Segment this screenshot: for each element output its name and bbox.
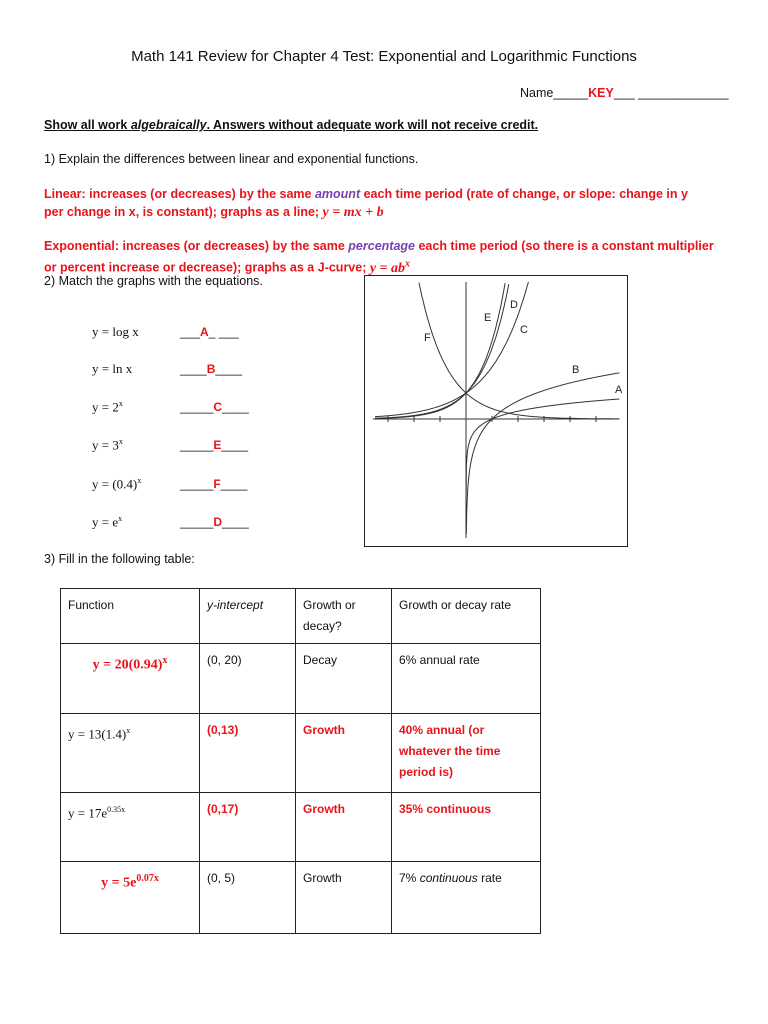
graph-label-b: B bbox=[572, 364, 580, 376]
match-answer-blank[interactable] bbox=[180, 438, 248, 452]
table-row bbox=[61, 793, 541, 862]
row1-fn-base: y = 20(0.94) bbox=[92, 657, 163, 673]
exp-eq-exp: x bbox=[405, 258, 411, 269]
table-row bbox=[61, 862, 541, 934]
curve-log bbox=[466, 399, 619, 505]
match-answer-blank[interactable] bbox=[180, 362, 242, 376]
header-intercept: y-intercept bbox=[200, 589, 296, 644]
row4-fn-base: y = 5e bbox=[101, 875, 137, 891]
graph-svg bbox=[365, 276, 627, 546]
q1-linear-answer bbox=[44, 185, 704, 222]
row2-rate: 40% annual (or whatever the time period is) bbox=[392, 714, 541, 793]
match-equation-exp: x bbox=[137, 476, 142, 485]
exp-part-c: each time period (so there is a constant multiplier or percent increase or decrease); graphs as a J-curve; bbox=[44, 239, 714, 275]
table-row bbox=[61, 644, 541, 714]
graph-label-f: F bbox=[424, 332, 431, 344]
match-answer: C bbox=[213, 400, 223, 415]
curve-ln bbox=[466, 373, 619, 534]
blank-pre: ____ bbox=[180, 362, 207, 376]
table-row bbox=[61, 714, 541, 793]
function-graph bbox=[364, 275, 628, 547]
blank-post: ____ bbox=[221, 438, 249, 453]
row4-function bbox=[61, 862, 200, 934]
match-equation: $y = 2^x$ bbox=[92, 399, 123, 415]
blank-post: ____ bbox=[215, 362, 243, 376]
linear-part-b: amount bbox=[314, 187, 361, 201]
match-row bbox=[92, 399, 249, 415]
match-row bbox=[92, 437, 248, 453]
instr-part1: Show all work bbox=[44, 118, 131, 132]
row4-intercept: (0, 5) bbox=[200, 862, 296, 934]
match-answer: D bbox=[213, 515, 223, 530]
name-key: KEY bbox=[588, 86, 614, 100]
row4-rate-b: continuous bbox=[419, 871, 478, 885]
row4-rate bbox=[392, 862, 541, 934]
blank-post: ____ bbox=[220, 477, 248, 492]
match-equation: $y = (0.4)^x$ bbox=[92, 476, 142, 492]
row4-rate-c: rate bbox=[477, 871, 502, 885]
match-answer-blank[interactable] bbox=[180, 515, 249, 529]
instr-part3: . Answers without adequate work will not receive credit bbox=[206, 118, 535, 132]
match-answer: E bbox=[213, 438, 222, 453]
row1-type: Decay bbox=[296, 644, 392, 714]
instr-part4: . bbox=[534, 118, 539, 132]
blank-pre: ___ bbox=[180, 325, 201, 339]
row3-fn-base: y = 17e bbox=[68, 805, 108, 821]
row4-type: Growth bbox=[296, 862, 392, 934]
row2-type: Growth bbox=[296, 714, 392, 793]
row2-intercept: (0,13) bbox=[200, 714, 296, 793]
match-equation: $y = e^x$ bbox=[92, 514, 123, 530]
row1-function bbox=[61, 644, 200, 714]
row3-rate: 35% continuous bbox=[392, 793, 541, 862]
match-row bbox=[92, 514, 249, 530]
graph-label-e: E bbox=[484, 312, 492, 324]
blank-post: ____ bbox=[222, 400, 249, 415]
row3-function bbox=[61, 793, 200, 862]
blank-pre: _____ bbox=[180, 515, 214, 530]
match-answer-blank[interactable] bbox=[180, 477, 247, 491]
row4-rate-a: 7% bbox=[399, 871, 420, 885]
curve-04x bbox=[419, 283, 619, 419]
linear-part-c: each time period (rate of change, or slope: change in y per change in x, is constant); graphs as a line; bbox=[44, 187, 688, 219]
name-prefix: Name_____ bbox=[520, 86, 589, 100]
row3-type: Growth bbox=[296, 793, 392, 862]
instructions bbox=[44, 118, 538, 132]
function-table bbox=[60, 588, 541, 934]
row4-fn-sup: 0.07x bbox=[136, 873, 159, 884]
exp-eq-base: y = ab bbox=[369, 260, 406, 276]
header-type: Growth or decay? bbox=[296, 589, 392, 644]
match-equation-exp: x bbox=[118, 437, 123, 446]
q1-question: 1) Explain the differences between linear and exponential functions. bbox=[44, 152, 419, 166]
match-row bbox=[92, 324, 239, 340]
curve-3x bbox=[375, 283, 505, 418]
blank-post: _ ___ bbox=[208, 325, 239, 339]
match-answer: B bbox=[206, 362, 216, 376]
match-answer: F bbox=[213, 477, 221, 492]
blank-post: ____ bbox=[222, 515, 249, 530]
match-equation: y = log x bbox=[92, 324, 139, 339]
q2-question: 2) Match the graphs with the equations. bbox=[44, 274, 263, 288]
match-answer: A bbox=[200, 325, 209, 339]
row2-function bbox=[61, 714, 200, 793]
match-equation: y = ln x bbox=[92, 361, 133, 376]
row2-fn-base: y = 13(1.4) bbox=[68, 726, 127, 742]
match-row bbox=[92, 361, 242, 377]
match-row bbox=[92, 476, 247, 492]
graph-label-d: D bbox=[510, 299, 518, 311]
graph-label-a: A bbox=[615, 384, 623, 396]
match-equation: $y = 3^x$ bbox=[92, 437, 123, 453]
name-suffix: ___ _____________ bbox=[613, 86, 729, 100]
row1-fn-sup: x bbox=[162, 655, 168, 666]
match-answer-blank[interactable] bbox=[180, 325, 239, 339]
exp-equation bbox=[369, 258, 411, 276]
row1-rate: 6% annual rate bbox=[392, 644, 541, 714]
linear-part-a: Linear: increases (or decreases) by the same bbox=[44, 187, 315, 201]
name-line bbox=[520, 86, 729, 100]
match-equation-exp: x bbox=[118, 399, 123, 408]
linear-equation: y = mx + b bbox=[322, 205, 384, 220]
q1-exponential-answer bbox=[44, 237, 724, 278]
instr-part2: algebraically bbox=[130, 118, 207, 132]
page-title: Math 141 Review for Chapter 4 Test: Exponential and Logarithmic Functions bbox=[131, 48, 637, 65]
graph-label-c: C bbox=[520, 324, 528, 336]
exp-part-b: percentage bbox=[348, 239, 415, 253]
row3-fn-sup: 0.35x bbox=[107, 805, 126, 814]
match-equation-exp: x bbox=[118, 514, 123, 523]
header-rate: Growth or decay rate bbox=[392, 589, 541, 644]
blank-pre: _____ bbox=[180, 477, 214, 492]
header-function: Function bbox=[61, 589, 200, 644]
row3-intercept: (0,17) bbox=[200, 793, 296, 862]
blank-pre: _____ bbox=[180, 438, 214, 453]
row1-intercept: (0, 20) bbox=[200, 644, 296, 714]
match-answer-blank[interactable] bbox=[180, 400, 249, 414]
row2-fn-sup: x bbox=[126, 726, 131, 735]
exp-part-a: Exponential: increases (or decreases) by the same bbox=[44, 239, 349, 253]
blank-pre: _____ bbox=[180, 400, 214, 415]
table-header-row bbox=[61, 589, 541, 644]
q3-question: 3) Fill in the following table: bbox=[44, 552, 195, 566]
